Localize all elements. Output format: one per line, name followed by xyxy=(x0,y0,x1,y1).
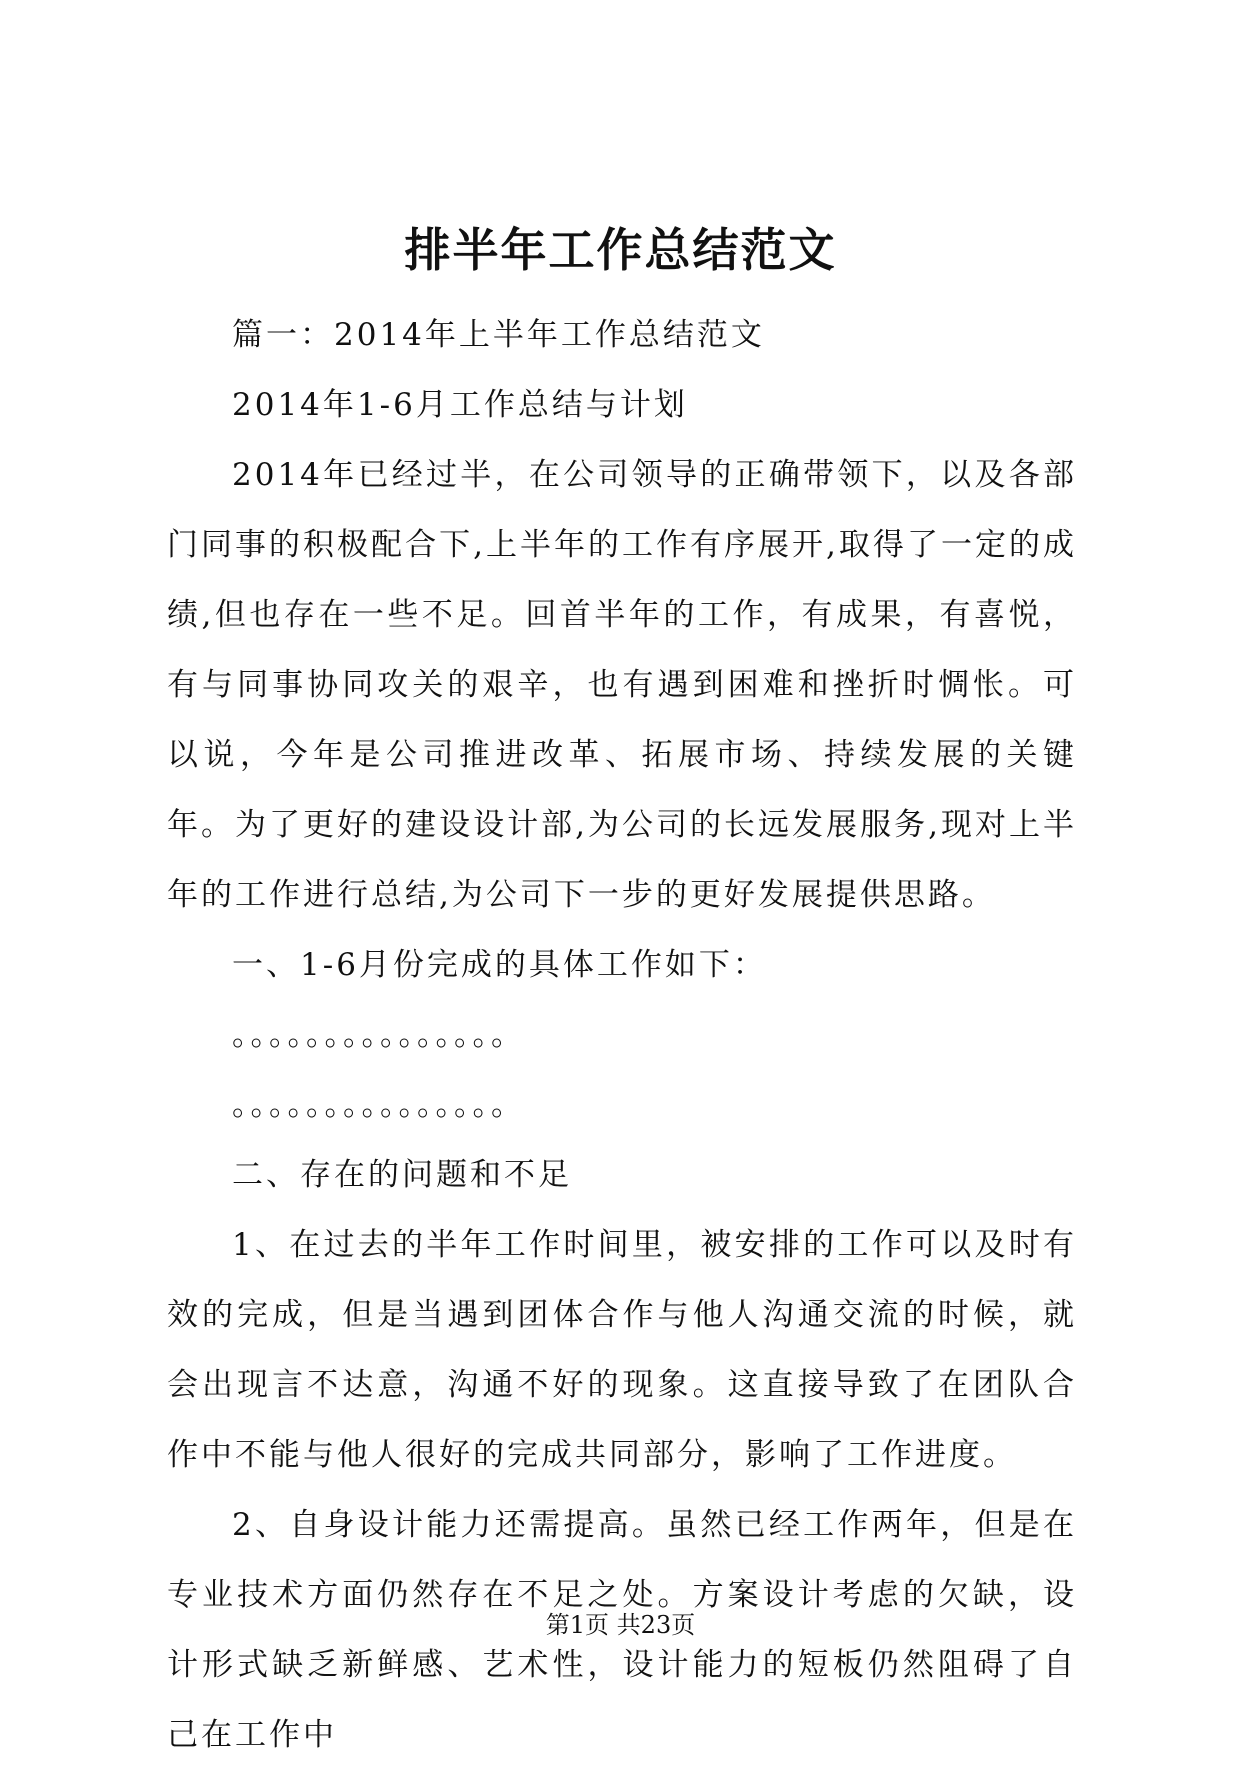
section-heading-completed-work: 一、1-6月份完成的具体工作如下： xyxy=(232,947,767,983)
page-footer: 第1页 共23页 xyxy=(545,1611,696,1639)
placeholder-dots-1: 。。。。。。。。。。。。。。。 xyxy=(232,1017,525,1053)
paragraph-intro: 2014年已经过半，在公司领导的正确带领下，以及各部门同事的积极配合下,上半年的工作有序展开,取得了一定的成绩,但也存在一些不足。回首半年的工作，有成果，有喜悦，有与同事协同攻关的艰辛，也有遇到困难和挫折时惆怅。可以说，今年是公司推进改革、拓展市场、持续发展的关键年。为了更好的建设设计部,为公司的长远发展服务,现对上半年的工作进行总结,为公司下一步的更好发展提供思路。 xyxy=(167,457,1077,913)
section-heading-problems: 二、存在的问题和不足 xyxy=(232,1157,572,1193)
paragraph-problem-1: 1、在过去的半年工作时间里，被安排的工作可以及时有效的完成，但是当遇到团体合作与他人沟通交流的时候，就会出现言不达意，沟通不好的现象。这直接导致了在团队合作中不能与他人很好的完成共同部分，影响了工作进度。 xyxy=(167,1227,1077,1473)
paragraph-subtitle: 2014年1-6月工作总结与计划 xyxy=(232,387,688,423)
document-body xyxy=(167,300,1077,1770)
placeholder-dots-2: 。。。。。。。。。。。。。。。 xyxy=(232,1087,525,1123)
document-title: 排半年工作总结范文 xyxy=(404,223,837,277)
paragraph-part-heading: 篇一：2014年上半年工作总结范文 xyxy=(232,317,765,353)
paragraph-problem-2: 2、自身设计能力还需提高。虽然已经工作两年，但是在专业技术方面仍然存在不足之处。方案设计考虑的欠缺，设计形式缺乏新鲜感、艺术性，设计能力的短板仍然阻碍了自己在工作中 xyxy=(167,1507,1077,1753)
